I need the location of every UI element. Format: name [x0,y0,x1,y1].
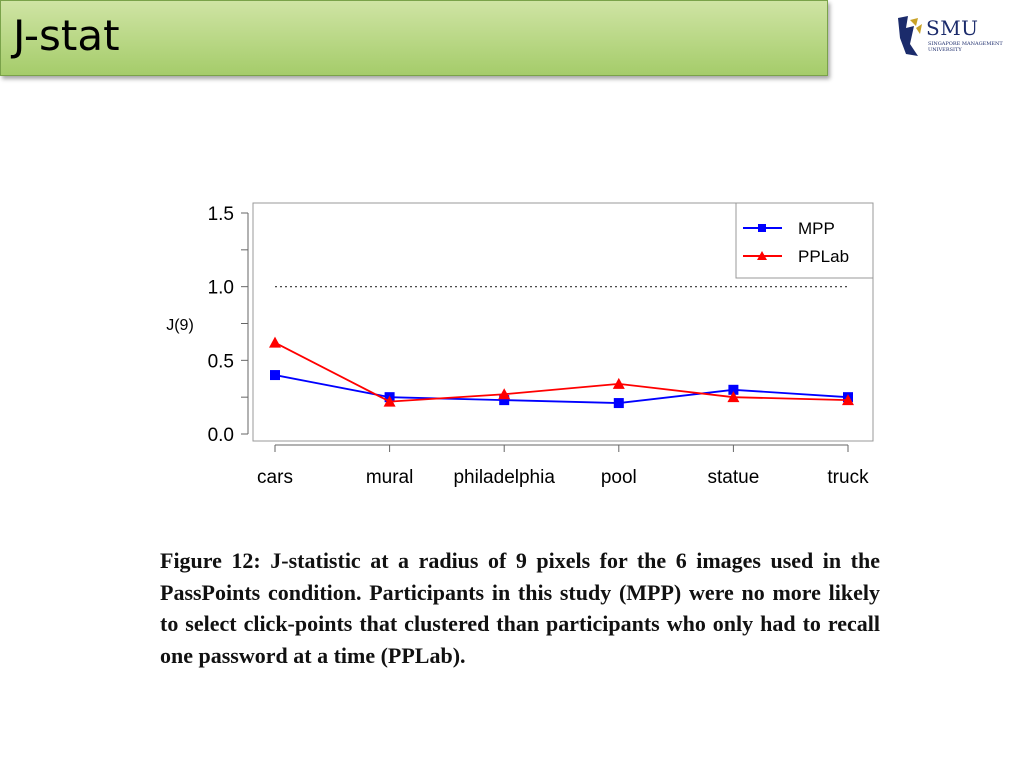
data-point-pplab [269,337,281,348]
y-axis [208,204,248,446]
x-tick-label: truck [827,467,869,488]
x-tick-label: pool [600,467,637,488]
slide-title: J-stat [13,11,120,60]
smu-logo [888,8,1018,68]
legend-label-mpp: MPP [798,219,835,238]
legend [736,203,873,278]
series-line-pplab [275,343,848,402]
x-tick-label: mural [365,467,414,488]
data-point-mpp [270,370,280,380]
x-tick-label: statue [707,467,760,488]
y-tick-label: 0.5 [207,351,234,373]
legend-marker-mpp [758,224,766,232]
y-tick-label: 0.0 [207,425,234,446]
y-axis-label: J(9) [166,317,194,334]
y-tick-label: 1.0 [207,277,234,299]
y-tick-label: 1.5 [207,204,234,225]
logo-subtitle: SINGAPORE MANAGEMENT UNIVERSITY [928,41,1003,53]
legend-box [736,203,873,278]
figure-caption: Figure 12: J-statistic at a radius of 9 pixels for the 6 images used in the PassPoints condition. Participants in this study (MPP) were no more likely to select click-points that clustered than participants who only had to recall one password at a time (PPLab). [160,548,880,668]
x-tick-label: philadelphia [453,467,555,488]
x-tick-label: cars [257,467,293,488]
x-axis [257,445,869,488]
series-group [269,337,854,408]
legend-label-pplab: PPLab [798,247,850,266]
logo-name: SMU [926,16,979,40]
smu-crest-icon [892,14,928,64]
line-chart [150,195,890,505]
data-point-mpp [614,398,624,408]
title-bar [0,0,828,76]
